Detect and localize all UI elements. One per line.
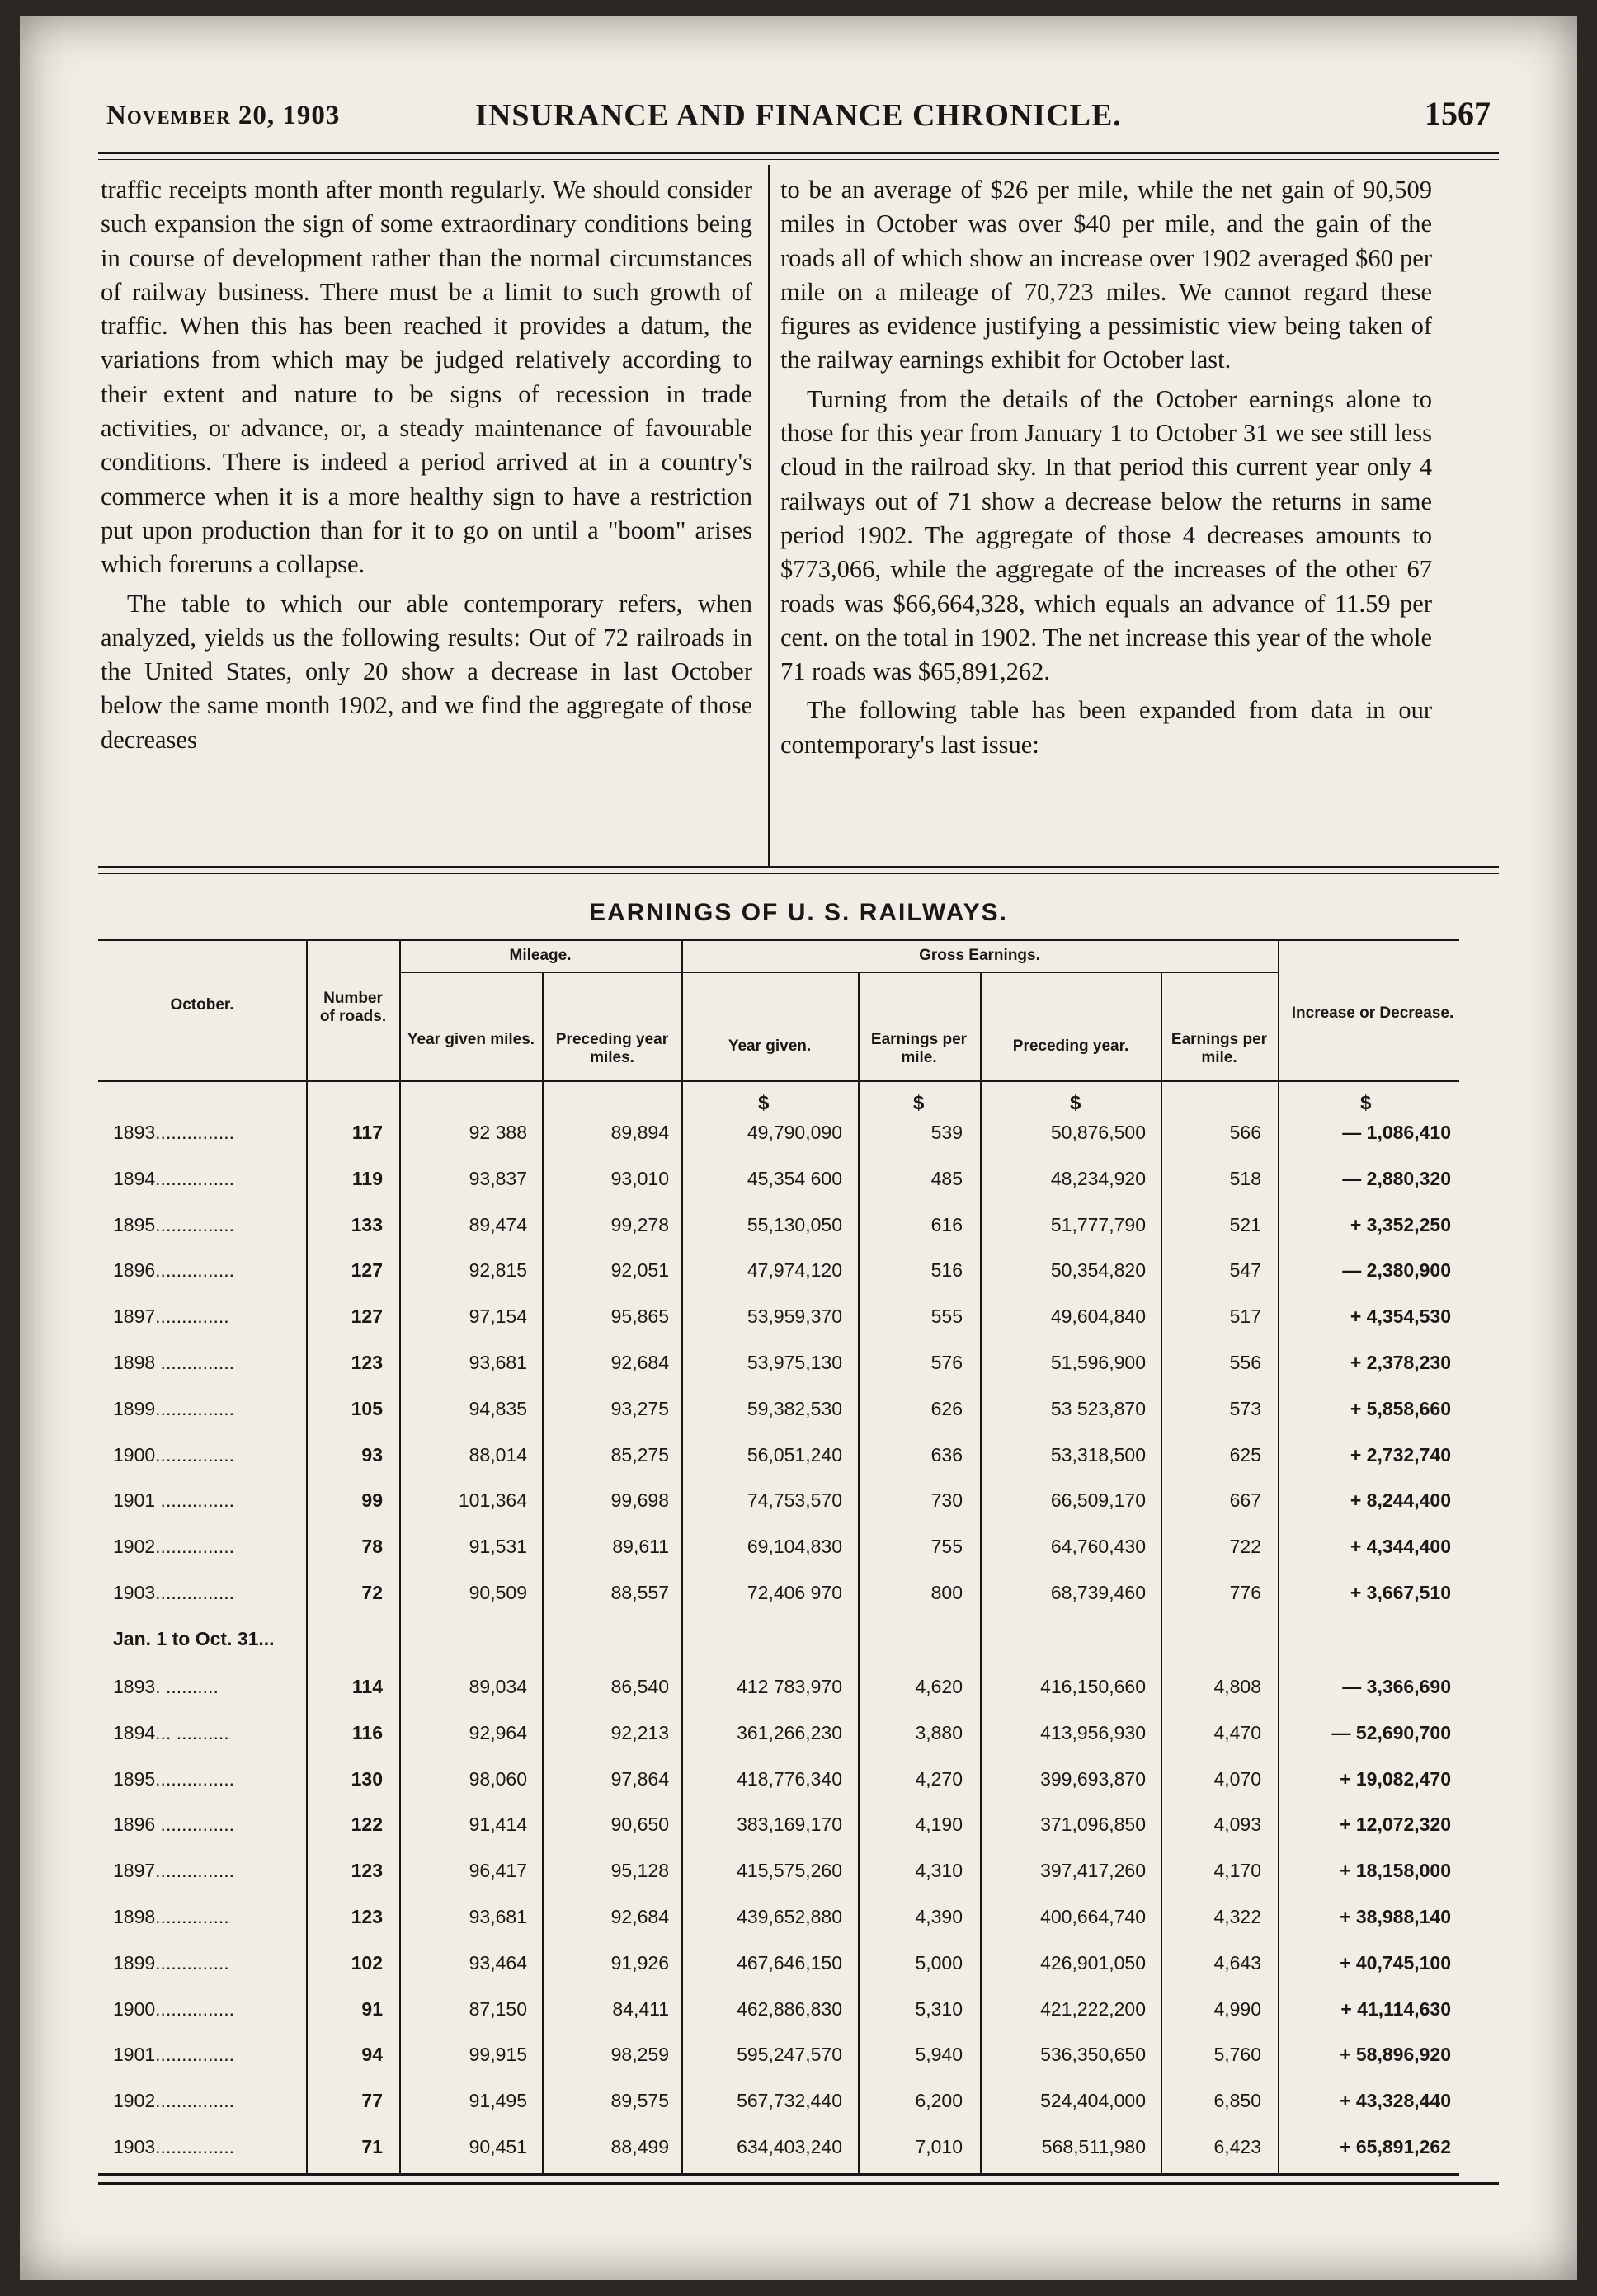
cell-miles: 94,835 <box>469 1398 527 1419</box>
cell-prev-per-mile: 4,093 <box>1213 1814 1261 1835</box>
paragraph: to be an average of $26 per mile, while the net gain of 90,509 miles in October was over $40 per mile, and the gain of the roads all of which show an increase over 1902 averaged $60 per mile on a mileage of 70,723 miles. We cannot regard these figures as evidence justifying a pessimistic view being taken of the railway earnings exhibit for October last. <box>780 176 1432 374</box>
cell-per-mile: 5,000 <box>915 1952 963 1974</box>
cell-gross: 383,169,170 <box>737 1814 842 1835</box>
cell-roads: 123 <box>351 1906 383 1927</box>
cell-change: + 2,378,230 <box>1350 1352 1451 1373</box>
cell-roads: 94 <box>361 2044 383 2065</box>
cell-prev-per-mile: 722 <box>1229 1536 1261 1557</box>
cell-prev-gross: 51,777,790 <box>1050 1214 1146 1235</box>
cell-per-mile: 6,200 <box>915 2090 963 2111</box>
cell-miles: 91,414 <box>469 1814 527 1835</box>
cell-roads: 122 <box>351 1814 383 1835</box>
column-rule <box>858 972 860 2176</box>
cell-gross: 361,266,230 <box>737 1722 842 1743</box>
cell-prev-miles: 95,128 <box>610 1860 669 1881</box>
paragraph: Turning from the details of the October earnings alone to those for this year from January 1 to October 31 we see still less cloud in the railroad sky. In that period this current year only 4 railways out of 71 show a decrease below the returns in same period 1902. The aggregate of those 4 decreases amounts to $773,066, while the aggregate of the increases of the other 67 roads was $66,664,328, which equals an advance of 11.59 per cent. on the total in 1902. The net increase this year of the whole 71 roads was $65,891,262. <box>780 384 1432 686</box>
cell-year: 1900............... <box>113 1998 235 2020</box>
cell-roads: 105 <box>351 1398 383 1419</box>
cell-prev-miles: 91,926 <box>610 1952 669 1974</box>
cell-change: + 4,344,400 <box>1350 1536 1451 1557</box>
group-rule <box>399 972 681 973</box>
cell-year: 1900............... <box>113 1444 235 1466</box>
column-divider <box>768 165 770 868</box>
article-left-column <box>101 173 752 757</box>
col-header-year-miles: Year given miles. <box>407 1031 535 1048</box>
cell-gross: 56,051,240 <box>747 1444 842 1466</box>
cell-miles: 88,014 <box>469 1444 527 1466</box>
page-header <box>106 89 1491 147</box>
cell-prev-gross: 413,956,930 <box>1040 1722 1146 1743</box>
cell-prev-gross: 421,222,200 <box>1040 1998 1146 2020</box>
cell-prev-miles: 89,575 <box>610 2090 669 2111</box>
paragraph: The following table has been expanded from data in our contemporary's last issue: <box>780 696 1432 759</box>
cell-per-mile: 800 <box>930 1582 963 1603</box>
cell-gross: 72,406 970 <box>747 1582 842 1603</box>
cell-per-mile: 4,620 <box>915 1676 963 1697</box>
cell-prev-gross: 416,150,660 <box>1040 1676 1146 1697</box>
cell-prev-gross: 49,604,840 <box>1050 1306 1146 1327</box>
cell-gross: 412 783,970 <box>737 1676 842 1697</box>
cell-prev-per-mile: 566 <box>1229 1122 1261 1143</box>
cell-change: + 12,072,320 <box>1340 1814 1451 1835</box>
cell-change: — 3,366,690 <box>1342 1676 1451 1697</box>
cell-roads: 72 <box>361 1582 383 1603</box>
cell-prev-miles: 86,540 <box>610 1676 669 1697</box>
cell-roads: 99 <box>361 1489 383 1511</box>
table-title: EARNINGS OF U. S. RAILWAYS. <box>589 899 1008 926</box>
col-header-year-given: Year given. <box>728 1037 812 1055</box>
cell-change: — 2,880,320 <box>1342 1168 1451 1189</box>
column-rule <box>542 972 544 2176</box>
cell-prev-miles: 92,213 <box>610 1722 669 1743</box>
cell-miles: 99,915 <box>469 2044 527 2065</box>
cell-miles: 91,495 <box>469 2090 527 2111</box>
cell-prev-miles: 88,557 <box>610 1582 669 1603</box>
cell-prev-per-mile: 4,470 <box>1213 1722 1261 1743</box>
paragraph: The table to which our able contemporary refers, when analyzed, yields us the following results: Out of 72 railroads in the United States, only 20 show a decrease in last October below the same month 1902, and we find the aggregate of those decreases <box>101 589 752 754</box>
cell-gross: 462,886,830 <box>737 1998 842 2020</box>
cell-miles: 93,464 <box>469 1952 527 1974</box>
cell-per-mile: 576 <box>930 1352 963 1373</box>
cell-gross: 418,776,340 <box>737 1768 842 1790</box>
cell-year: 1901............... <box>113 2044 235 2065</box>
cell-gross: 53,959,370 <box>747 1306 842 1327</box>
col-header-prev-miles: Preceding year miles. <box>555 1031 669 1066</box>
cell-per-mile: 5,310 <box>915 1998 963 2020</box>
cell-per-mile: 730 <box>930 1489 963 1511</box>
cell-prev-miles: 84,411 <box>612 1998 669 2020</box>
cell-prev-gross: 536,350,650 <box>1040 2044 1146 2065</box>
cell-change: + 5,858,660 <box>1350 1398 1451 1419</box>
cell-prev-miles: 92,051 <box>610 1259 669 1281</box>
cell-per-mile: 3,880 <box>915 1722 963 1743</box>
cell-year: 1895............... <box>113 1214 235 1235</box>
cell-per-mile: 616 <box>930 1214 963 1235</box>
column-rule <box>980 972 982 2176</box>
gross-earnings-group-header: Gross Earnings. <box>919 947 1040 964</box>
cell-roads: 91 <box>361 1998 383 2020</box>
cell-roads: 102 <box>351 1952 383 1974</box>
cell-change: + 19,082,470 <box>1340 1768 1451 1790</box>
cell-prev-gross: 53,318,500 <box>1050 1444 1146 1466</box>
cell-per-mile: 636 <box>930 1444 963 1466</box>
cell-gross: 59,382,530 <box>747 1398 842 1419</box>
cell-per-mile: 5,940 <box>915 2044 963 2065</box>
column-rule <box>1278 939 1279 2176</box>
newspaper-page <box>20 16 1577 2280</box>
cell-year: 1903............... <box>113 2136 235 2157</box>
issue-date: November 20, 1903 <box>106 101 341 130</box>
cell-prev-gross: 68,739,460 <box>1050 1582 1146 1603</box>
cell-miles: 97,154 <box>469 1306 527 1327</box>
header-bottom-rule <box>98 1080 1459 1082</box>
cell-gross: 467,646,150 <box>737 1952 842 1974</box>
cell-prev-miles: 88,499 <box>610 2136 669 2157</box>
cell-prev-per-mile: 556 <box>1229 1352 1261 1373</box>
cell-prev-per-mile: 4,322 <box>1213 1906 1261 1927</box>
cell-prev-gross: 371,096,850 <box>1040 1814 1146 1835</box>
cell-prev-miles: 89,894 <box>610 1122 669 1143</box>
cell-prev-per-mile: 4,643 <box>1213 1952 1261 1974</box>
cell-gross: 69,104,830 <box>747 1536 842 1557</box>
cell-change: — 52,690,700 <box>1331 1722 1451 1743</box>
cell-roads: 123 <box>351 1860 383 1881</box>
cell-per-mile: 4,310 <box>915 1860 963 1881</box>
page-number: 1567 <box>1425 95 1491 132</box>
cell-prev-gross: 426,901,050 <box>1040 1952 1146 1974</box>
column-rule <box>681 939 683 2176</box>
cell-change: — 1,086,410 <box>1342 1122 1451 1143</box>
cell-change: + 65,891,262 <box>1340 2136 1451 2157</box>
cell-prev-per-mile: 521 <box>1229 1214 1261 1235</box>
cell-per-mile: 755 <box>930 1536 963 1557</box>
cell-prev-per-mile: 5,760 <box>1213 2044 1261 2065</box>
cell-prev-per-mile: 4,990 <box>1213 1998 1261 2020</box>
cell-roads: 119 <box>351 1168 383 1189</box>
cell-prev-miles: 93,275 <box>610 1398 669 1419</box>
cell-gross: 415,575,260 <box>737 1860 842 1881</box>
cell-roads: 77 <box>361 2090 383 2111</box>
cell-prev-per-mile: 4,170 <box>1213 1860 1261 1881</box>
col-header-roads: Number of roads. <box>319 990 387 1025</box>
cell-miles: 92 388 <box>469 1122 527 1143</box>
cell-prev-per-mile: 6,850 <box>1213 2090 1261 2111</box>
paragraph: traffic receipts month after month regularly. We should consider such expansion the sign of some extraordinary conditions being in course of development rather than the normal circumstances of railway business. There must be a limit to such growth of traffic. When this has been reached it provides a datum, the variations from which may be judged relatively according to their extent and nature to be signs of recession in trade activities, or advance, or, a steady maintenance of favourable conditions. There is indeed a period arrived at in a country's commerce when it is a more healthy sign to have a restriction put upon production than for it to go on until a "boom" arises which foreruns a collapse. <box>101 176 752 579</box>
cell-miles: 89,474 <box>469 1214 527 1235</box>
cell-roads: 127 <box>351 1306 383 1327</box>
cell-per-mile: 4,190 <box>915 1814 963 1835</box>
cell-miles: 89,034 <box>469 1676 527 1697</box>
cell-prev-per-mile: 547 <box>1229 1259 1261 1281</box>
cell-prev-miles: 97,864 <box>610 1768 669 1790</box>
col-header-prev-earnings-per-mile: Earnings per mile. <box>1171 1031 1268 1066</box>
cell-change: — 2,380,900 <box>1342 1259 1451 1281</box>
cell-prev-gross: 53 523,870 <box>1050 1398 1146 1419</box>
cell-gross: 567,732,440 <box>737 2090 842 2111</box>
cell-year: 1894............... <box>113 1168 235 1189</box>
cell-per-mile: 485 <box>930 1168 963 1189</box>
cell-gross: 439,652,880 <box>737 1906 842 1927</box>
cell-roads: 117 <box>351 1122 383 1143</box>
col-header-october: October. <box>170 996 234 1014</box>
bottom-rule <box>98 2182 1499 2185</box>
cell-change: + 41,114,630 <box>1340 1998 1451 2020</box>
cell-prev-miles: 89,611 <box>612 1536 669 1557</box>
cell-roads: 93 <box>361 1444 383 1466</box>
cell-prev-miles: 95,865 <box>610 1306 669 1327</box>
cell-roads: 127 <box>351 1259 383 1281</box>
article-right-column <box>780 173 1432 762</box>
cell-year: 1897.............. <box>113 1306 229 1327</box>
cell-year: 1897............... <box>113 1860 235 1881</box>
cell-prev-per-mile: 573 <box>1229 1398 1261 1419</box>
cell-change: + 3,352,250 <box>1350 1214 1451 1235</box>
earnings-table <box>98 939 1459 2176</box>
cell-year: 1895............... <box>113 1768 235 1790</box>
cell-roads: 133 <box>351 1214 383 1235</box>
cell-miles: 91,531 <box>469 1536 527 1557</box>
cell-change: + 18,158,000 <box>1340 1860 1451 1881</box>
cell-gross: 634,403,240 <box>737 2136 842 2157</box>
cell-per-mile: 626 <box>930 1398 963 1419</box>
cell-gross: 47,974,120 <box>747 1259 842 1281</box>
cell-prev-per-mile: 6,423 <box>1213 2136 1261 2157</box>
cell-roads: 123 <box>351 1352 383 1373</box>
header-rule <box>98 152 1499 160</box>
cell-year: 1899............... <box>113 1398 235 1419</box>
cell-year: 1896............... <box>113 1259 235 1281</box>
cell-year: 1903............... <box>113 1582 235 1603</box>
cell-per-mile: 516 <box>930 1259 963 1281</box>
cell-prev-miles: 99,698 <box>610 1489 669 1511</box>
publication-title: INSURANCE AND FINANCE CHRONICLE. <box>475 98 1122 133</box>
cell-prev-per-mile: 517 <box>1229 1306 1261 1327</box>
cell-prev-miles: 90,650 <box>610 1814 669 1835</box>
cell-prev-per-mile: 4,808 <box>1213 1676 1261 1697</box>
cell-prev-miles: 85,275 <box>610 1444 669 1466</box>
cell-miles: 92,964 <box>469 1722 527 1743</box>
cell-year: 1894... .......... <box>113 1722 229 1743</box>
cell-prev-gross: 48,234,920 <box>1050 1168 1146 1189</box>
cell-miles: 93,837 <box>469 1168 527 1189</box>
cell-prev-gross: 397,417,260 <box>1040 1860 1146 1881</box>
cell-per-mile: 555 <box>930 1306 963 1327</box>
group-rule <box>681 972 1278 973</box>
cell-year: 1893. .......... <box>113 1676 219 1697</box>
cell-year: 1902............... <box>113 2090 235 2111</box>
cell-change: + 38,988,140 <box>1340 1906 1451 1927</box>
cell-change: + 2,732,740 <box>1350 1444 1451 1466</box>
cell-change: + 58,896,920 <box>1340 2044 1451 2065</box>
column-rule <box>399 939 401 2176</box>
cell-prev-miles: 98,259 <box>610 2044 669 2065</box>
cell-prev-per-mile: 518 <box>1229 1168 1261 1189</box>
cell-prev-gross: 524,404,000 <box>1040 2090 1146 2111</box>
cell-miles: 93,681 <box>469 1352 527 1373</box>
cell-year: 1902............... <box>113 1536 235 1557</box>
cell-year: 1898 .............. <box>113 1352 235 1373</box>
cell-miles: 96,417 <box>469 1860 527 1881</box>
cell-year: 1899.............. <box>113 1952 229 1974</box>
cell-gross: 595,247,570 <box>737 2044 842 2065</box>
cell-roads: 114 <box>351 1676 383 1697</box>
cell-change: + 43,328,440 <box>1340 2090 1451 2111</box>
cell-miles: 90,509 <box>469 1582 527 1603</box>
cell-roads: 130 <box>351 1768 383 1790</box>
cell-prev-per-mile: 776 <box>1229 1582 1261 1603</box>
cell-prev-per-mile: 4,070 <box>1213 1768 1261 1790</box>
cell-miles: 90,451 <box>469 2136 527 2157</box>
cell-year: 1896 .............. <box>113 1814 235 1835</box>
cell-per-mile: 4,390 <box>915 1906 963 1927</box>
cell-prev-gross: 51,596,900 <box>1050 1352 1146 1373</box>
cell-gross: 45,354 600 <box>747 1168 842 1189</box>
cell-prev-gross: 50,876,500 <box>1050 1122 1146 1143</box>
dollar-mark: $ <box>913 1092 925 1114</box>
cell-miles: 101,364 <box>458 1489 527 1511</box>
cell-miles: 87,150 <box>469 1998 527 2020</box>
cell-roads: 116 <box>351 1722 383 1743</box>
cell-change: + 40,745,100 <box>1340 1952 1451 1974</box>
mileage-group-header: Mileage. <box>509 947 572 964</box>
cell-gross: 49,790,090 <box>747 1122 842 1143</box>
cell-roads: 71 <box>361 2136 383 2157</box>
section-label-jan-oct: Jan. 1 to Oct. 31... <box>113 1628 275 1649</box>
cell-year: 1893............... <box>113 1122 235 1143</box>
cell-prev-miles: 92,684 <box>610 1906 669 1927</box>
cell-year: 1898.............. <box>113 1906 229 1927</box>
cell-gross: 53,975,130 <box>747 1352 842 1373</box>
cell-gross: 55,130,050 <box>747 1214 842 1235</box>
cell-prev-per-mile: 667 <box>1229 1489 1261 1511</box>
cell-prev-gross: 400,664,740 <box>1040 1906 1146 1927</box>
cell-prev-miles: 93,010 <box>610 1168 669 1189</box>
cell-miles: 93,681 <box>469 1906 527 1927</box>
cell-per-mile: 7,010 <box>915 2136 963 2157</box>
dollar-mark: $ <box>758 1092 770 1114</box>
cell-gross: 74,753,570 <box>747 1489 842 1511</box>
cell-miles: 92,815 <box>469 1259 527 1281</box>
cell-prev-miles: 99,278 <box>610 1214 669 1235</box>
cell-per-mile: 4,270 <box>915 1768 963 1790</box>
cell-change: + 8,244,400 <box>1350 1489 1451 1511</box>
cell-change: + 4,354,530 <box>1350 1306 1451 1327</box>
cell-change: + 3,667,510 <box>1350 1582 1451 1603</box>
column-rule <box>1161 972 1162 2176</box>
cell-prev-miles: 92,684 <box>610 1352 669 1373</box>
cell-roads: 78 <box>361 1536 383 1557</box>
cell-prev-gross: 50,354,820 <box>1050 1259 1146 1281</box>
cell-prev-gross: 64,760,430 <box>1050 1536 1146 1557</box>
col-header-earnings-per-mile: Earnings per mile. <box>870 1031 968 1066</box>
section-rule <box>98 866 1499 874</box>
col-header-preceding-year: Preceding year. <box>1012 1037 1129 1055</box>
cell-prev-gross: 66,509,170 <box>1050 1489 1146 1511</box>
cell-year: 1901 .............. <box>113 1489 235 1511</box>
cell-prev-gross: 568,511,980 <box>1041 2136 1146 2157</box>
cell-per-mile: 539 <box>930 1122 963 1143</box>
cell-prev-gross: 399,693,870 <box>1040 1768 1146 1790</box>
cell-miles: 98,060 <box>469 1768 527 1790</box>
dollar-mark: $ <box>1070 1092 1081 1114</box>
cell-prev-per-mile: 625 <box>1229 1444 1261 1466</box>
col-header-increase-decrease: Increase or Decrease. <box>1291 1004 1454 1022</box>
dollar-mark: $ <box>1360 1092 1372 1114</box>
